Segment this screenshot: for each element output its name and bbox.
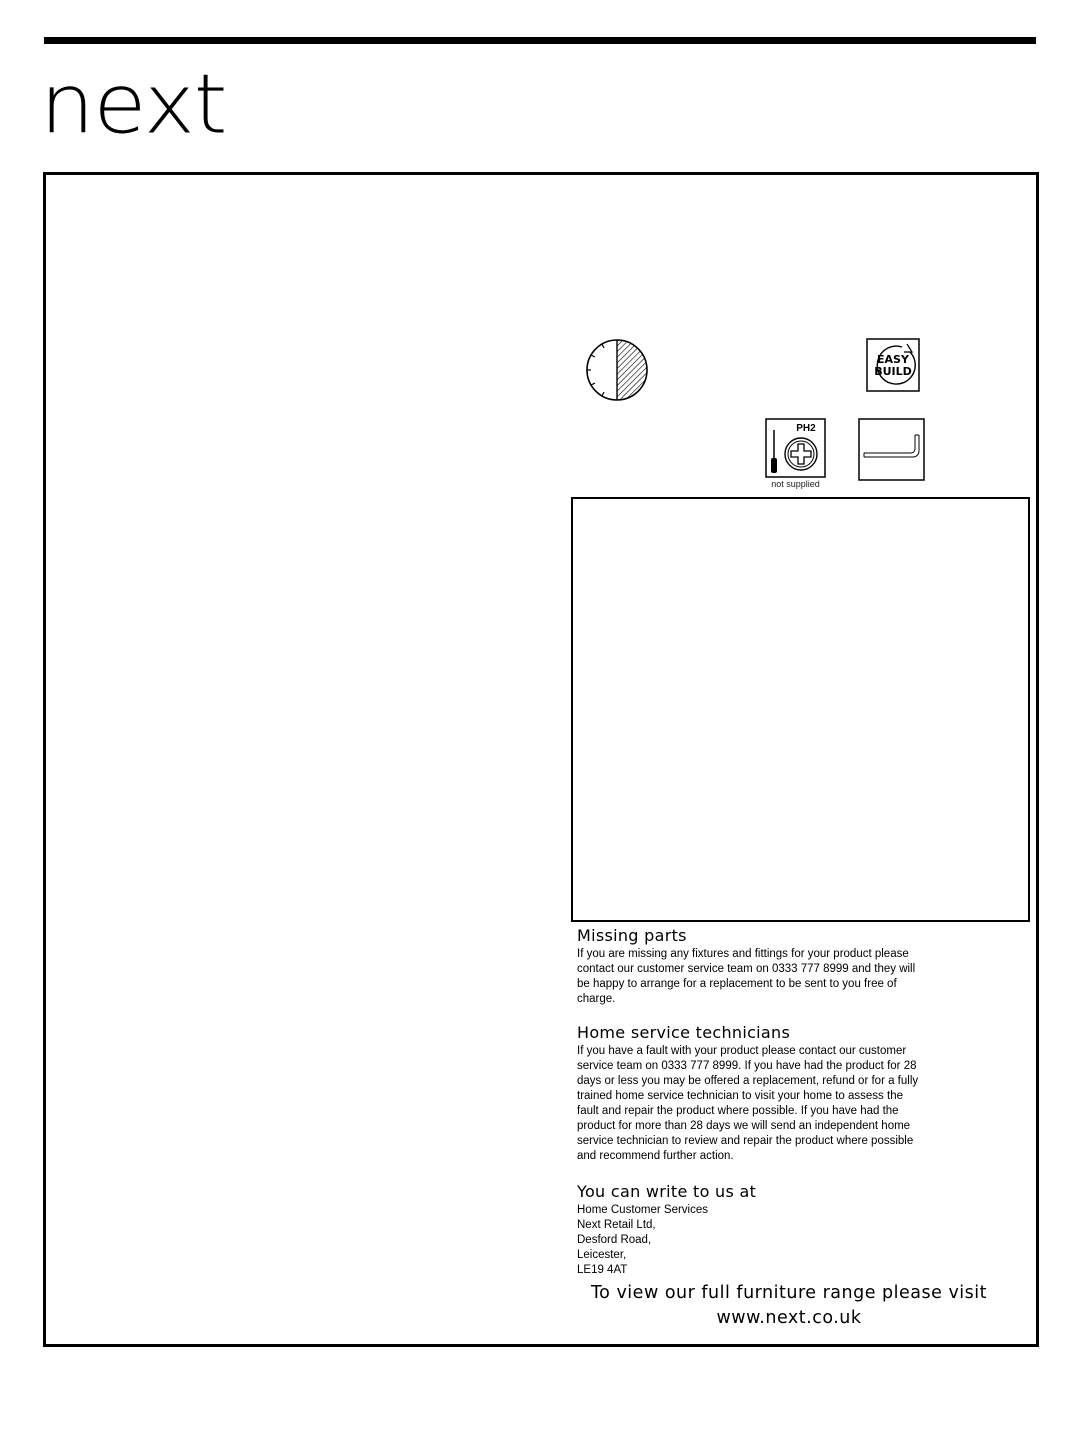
allen-key-icon [858, 418, 925, 481]
text-line: If you are missing any fixtures and fittings for your product please [577, 948, 909, 960]
clock-half-hour-icon [585, 338, 649, 402]
screwdriver-size-label: PH2 [796, 423, 816, 434]
write-to-us-section [577, 1182, 756, 1278]
easy-build-label-1: EASY [877, 353, 909, 366]
text-line: trained home service technician to visit your home to assess the [577, 1090, 903, 1102]
home-service-section [577, 1023, 918, 1164]
not-supplied-note: not supplied [771, 479, 820, 489]
website-link[interactable]: www.next.co.uk [716, 1308, 862, 1328]
text-line: contact our customer service team on 0333 777 8999 and they will [577, 963, 916, 975]
missing-parts-text [577, 947, 915, 1007]
write-to-us-title: You can write to us at [577, 1182, 757, 1201]
phillips-screwdriver-icon [765, 418, 826, 478]
text-line: and recommend further action. [577, 1150, 734, 1162]
address-line: Home Customer Services [577, 1204, 709, 1216]
easy-build-icon [866, 338, 920, 392]
footer-cta: To view our full furniture range please visit [590, 1283, 988, 1303]
missing-parts-title: Missing parts [577, 926, 687, 945]
address-line: Leicester, [577, 1249, 627, 1261]
text-line: be happy to arrange for a replacement to be sent to you free of [577, 978, 897, 990]
text-line: fault and repair the product where possible. If you have had the [577, 1105, 899, 1117]
missing-parts-section [577, 926, 915, 1007]
diagram-panel [571, 497, 1030, 922]
header-rule [44, 37, 1036, 44]
address-line: Desford Road, [577, 1234, 652, 1246]
text-line: If you have a fault with your product please contact our customer [577, 1045, 907, 1057]
home-service-title: Home service technicians [577, 1023, 791, 1042]
address-line: LE19 4AT [577, 1264, 628, 1276]
text-line: service technician to review and repair the product where possible [577, 1135, 914, 1147]
text-line: product for more than 28 days we will send an independent home [577, 1120, 911, 1132]
postal-address [577, 1203, 756, 1278]
text-line: charge. [577, 993, 616, 1005]
text-line: service team on 0333 777 8999. If you have had the product for 28 [577, 1060, 917, 1072]
next-logo: next [40, 57, 227, 153]
text-line: days or less you may be offered a replacement, refund or for a fully [577, 1075, 919, 1087]
easy-build-label-2: BUILD [874, 365, 912, 378]
address-line: Next Retail Ltd, [577, 1219, 656, 1231]
home-service-text [577, 1044, 918, 1164]
